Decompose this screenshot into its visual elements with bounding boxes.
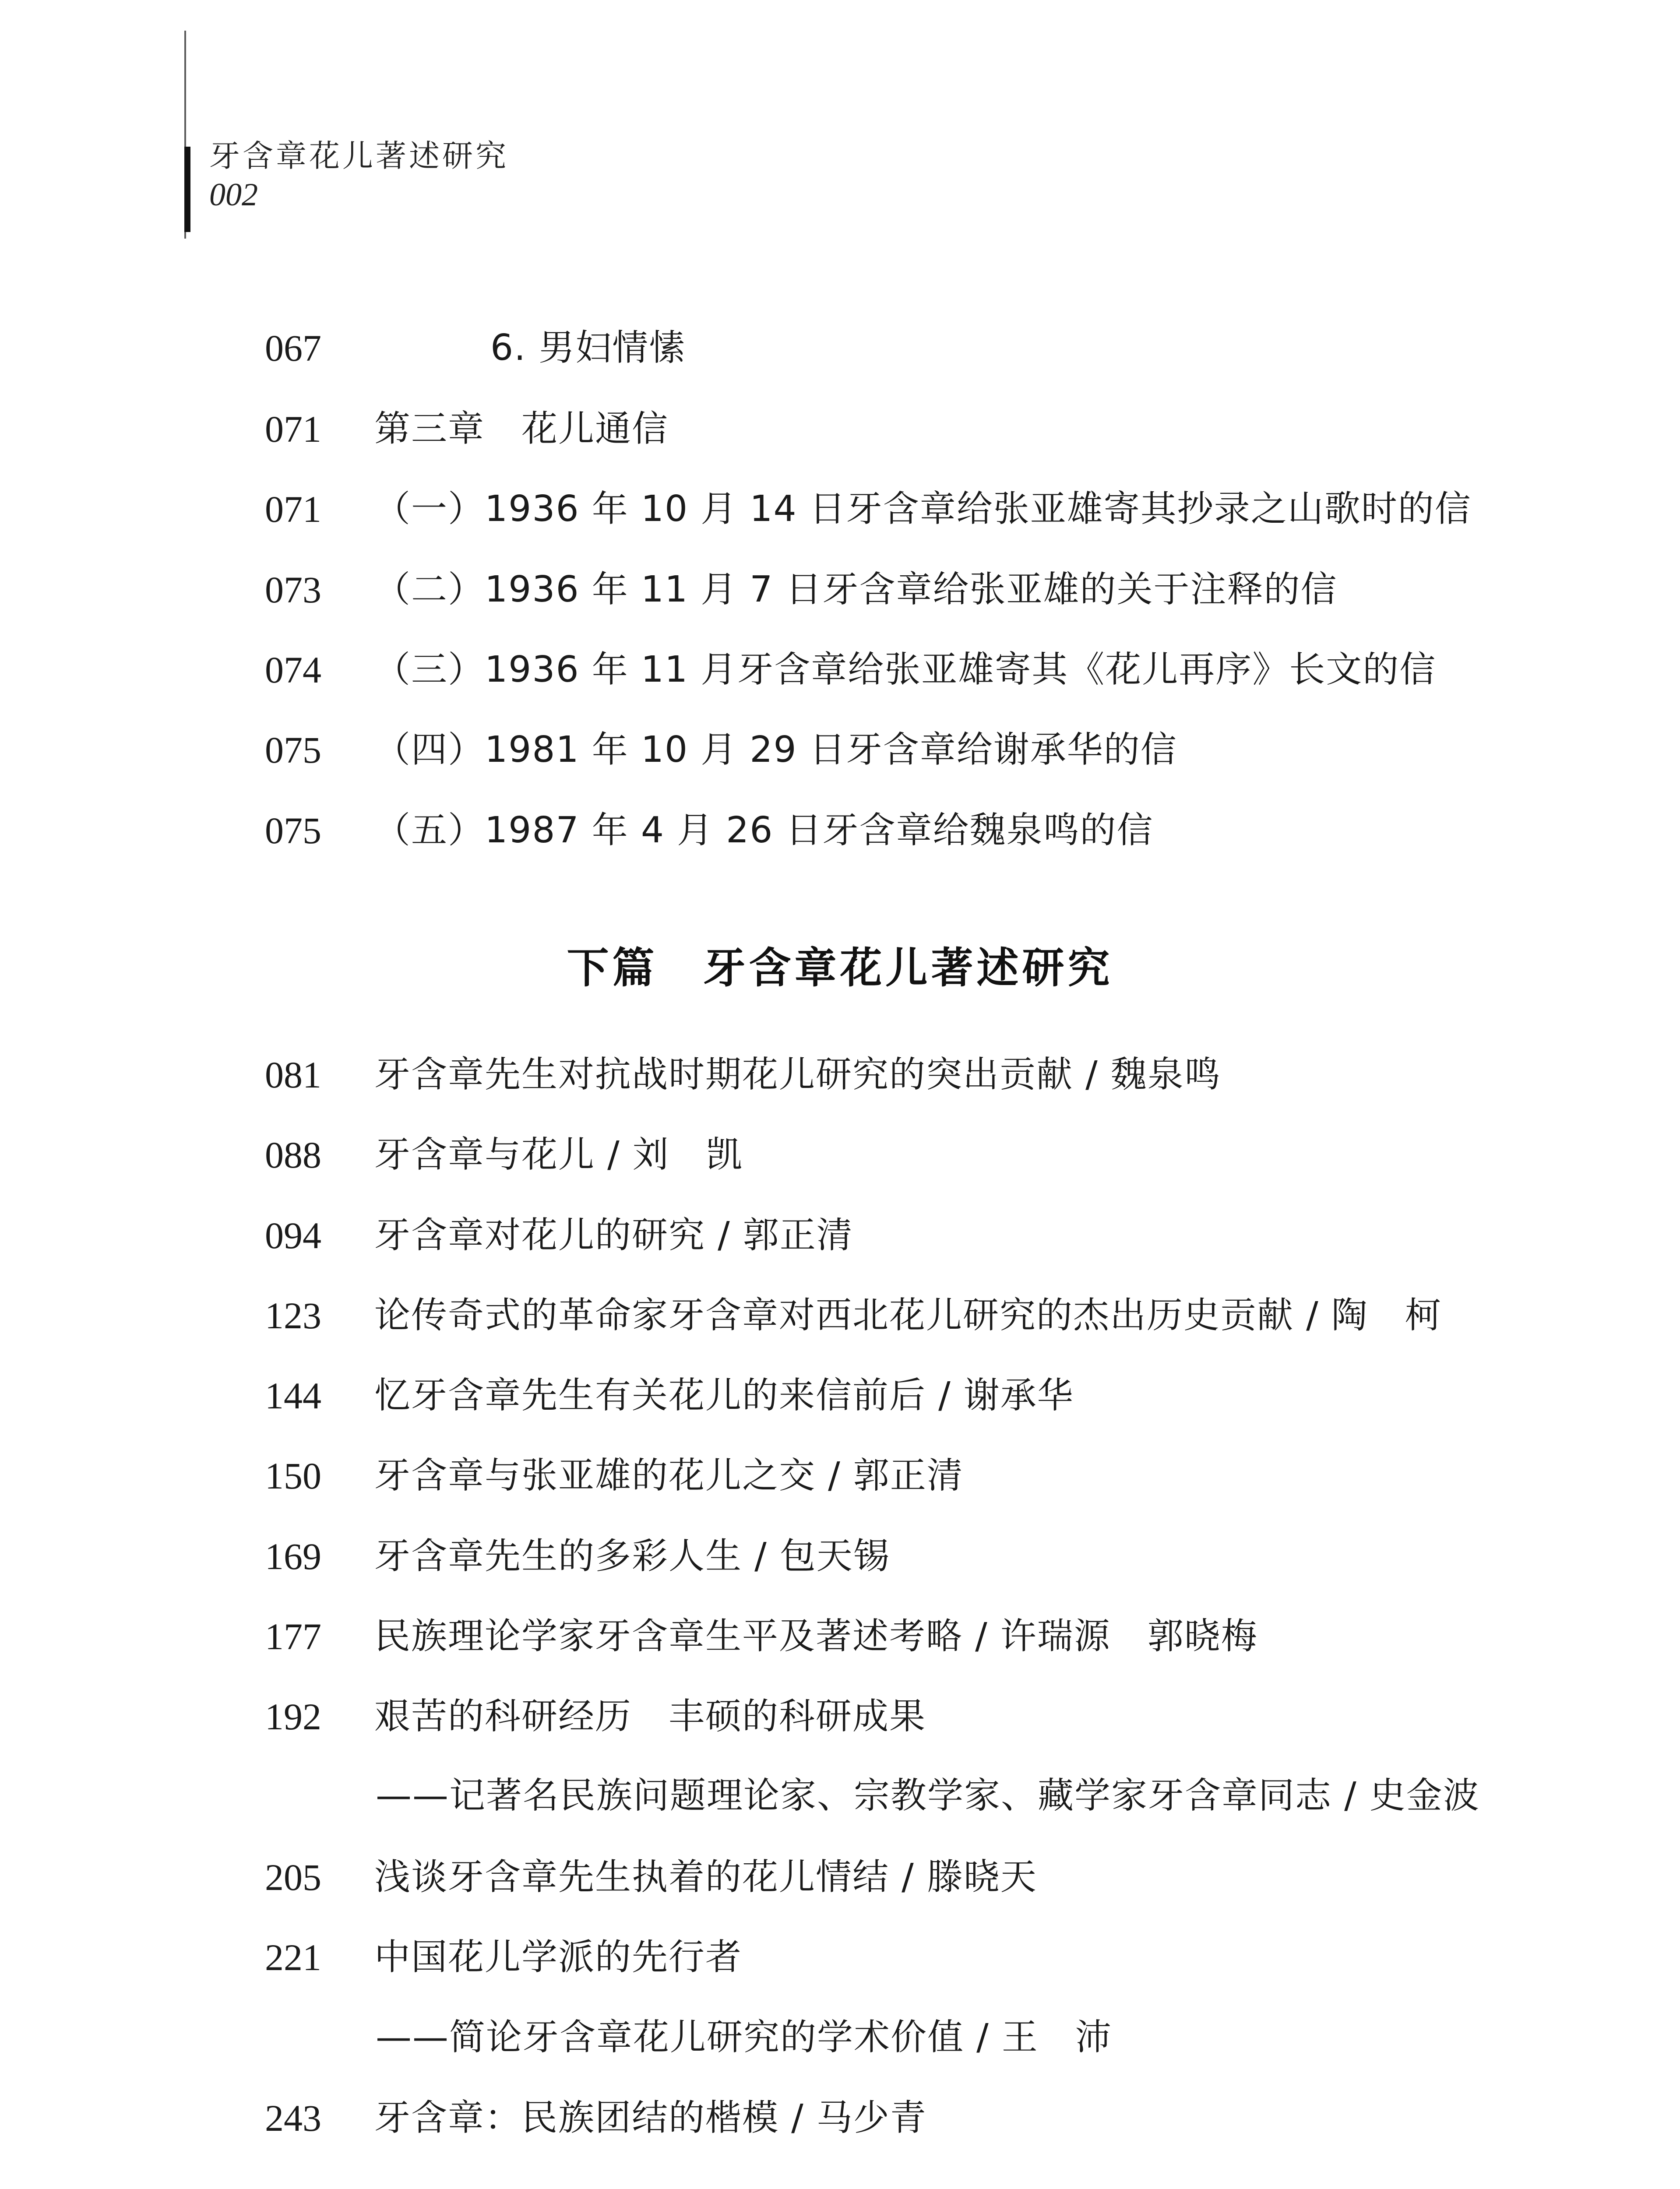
toc-page-number: 150	[265, 1455, 321, 1497]
toc-entry-title: 牙含章：民族团结的楷模 / 马少青	[374, 2097, 927, 2139]
toc-entry-title: （一）1936 年 10 月 14 日牙含章给张亚雄寄其抄录之山歌时的信	[374, 488, 1472, 530]
toc-entry-title: 牙含章先生对抗战时期花儿研究的突出贡献 / 魏泉鸣	[374, 1054, 1221, 1095]
toc-entry-title: 浅谈牙含章先生执着的花儿情结 / 滕晓天	[374, 1856, 1037, 1898]
toc-entry-title: 民族理论学家牙含章生平及著述考略 / 许瑞源 郭晓梅	[374, 1615, 1258, 1657]
toc-page-number: 075	[265, 809, 321, 852]
toc-page-number: 071	[265, 488, 321, 530]
toc-entry-title: 第三章 花儿通信	[374, 408, 669, 450]
toc-entry-title: 论传奇式的革命家牙含章对西北花儿研究的杰出历史贡献 / 陶 柯	[374, 1295, 1442, 1336]
toc-page-number: 243	[265, 2097, 321, 2139]
toc-entry-title: 中国花儿学派的先行者	[374, 1936, 743, 1978]
toc-page-number: 177	[265, 1615, 321, 1658]
toc-page-number: 074	[265, 649, 321, 691]
toc-entry-title: （三）1936 年 11 月牙含章给张亚雄寄其《花儿再序》长文的信	[374, 649, 1437, 690]
toc-page-number: 169	[265, 1535, 321, 1577]
toc-page-number: 088	[265, 1134, 321, 1176]
toc-page-number: 205	[265, 1856, 321, 1898]
toc-page-number: 221	[265, 1936, 321, 1978]
toc-entry-title: 牙含章与张亚雄的花儿之交 / 郭正清	[374, 1455, 964, 1496]
toc-page-number: 144	[265, 1375, 321, 1417]
toc-page-number: 123	[265, 1295, 321, 1337]
toc-page-number: 073	[265, 569, 321, 611]
toc-entry-title: 牙含章与花儿 / 刘 凯	[374, 1134, 743, 1175]
toc-entry-title: （五）1987 年 4 月 26 日牙含章给魏泉鸣的信	[374, 809, 1154, 851]
running-head-title: 牙含章花儿著述研究	[209, 138, 509, 174]
toc-entry-subtitle-text: ——记著名民族问题理论家、宗教学家、藏学家牙含章同志 / 史金波	[376, 1775, 1480, 1816]
page-number: 002	[209, 177, 258, 213]
toc-entry-subtitle-text: ——简论牙含章花儿研究的学术价值 / 王 沛	[376, 2017, 1112, 2058]
toc-page-number: 071	[265, 408, 321, 450]
toc-entry-title: 牙含章先生的多彩人生 / 包天锡	[374, 1535, 890, 1577]
toc-page-number: 075	[265, 729, 321, 771]
toc-entry-title: （二）1936 年 11 月 7 日牙含章给张亚雄的关于注释的信	[374, 569, 1338, 610]
toc-page-number: 192	[265, 1696, 321, 1738]
header-marker-bar	[184, 147, 190, 232]
toc-page-number: 081	[265, 1054, 321, 1096]
toc-page-number: 067	[265, 327, 321, 369]
toc-entry-title: 牙含章对花儿的研究 / 郭正清	[374, 1214, 853, 1256]
section-heading: 下篇 牙含章花儿著述研究	[567, 943, 1113, 992]
toc-entry-title: 艰苦的科研经历 丰硕的科研成果	[374, 1696, 926, 1737]
toc-entry-title: （四）1981 年 10 月 29 日牙含章给谢承华的信	[374, 729, 1177, 771]
toc-entry-title: 6. 男妇情愫	[490, 327, 686, 369]
toc-entry-title: 忆牙含章先生有关花儿的来信前后 / 谢承华	[374, 1375, 1074, 1416]
toc-page-number: 094	[265, 1214, 321, 1256]
